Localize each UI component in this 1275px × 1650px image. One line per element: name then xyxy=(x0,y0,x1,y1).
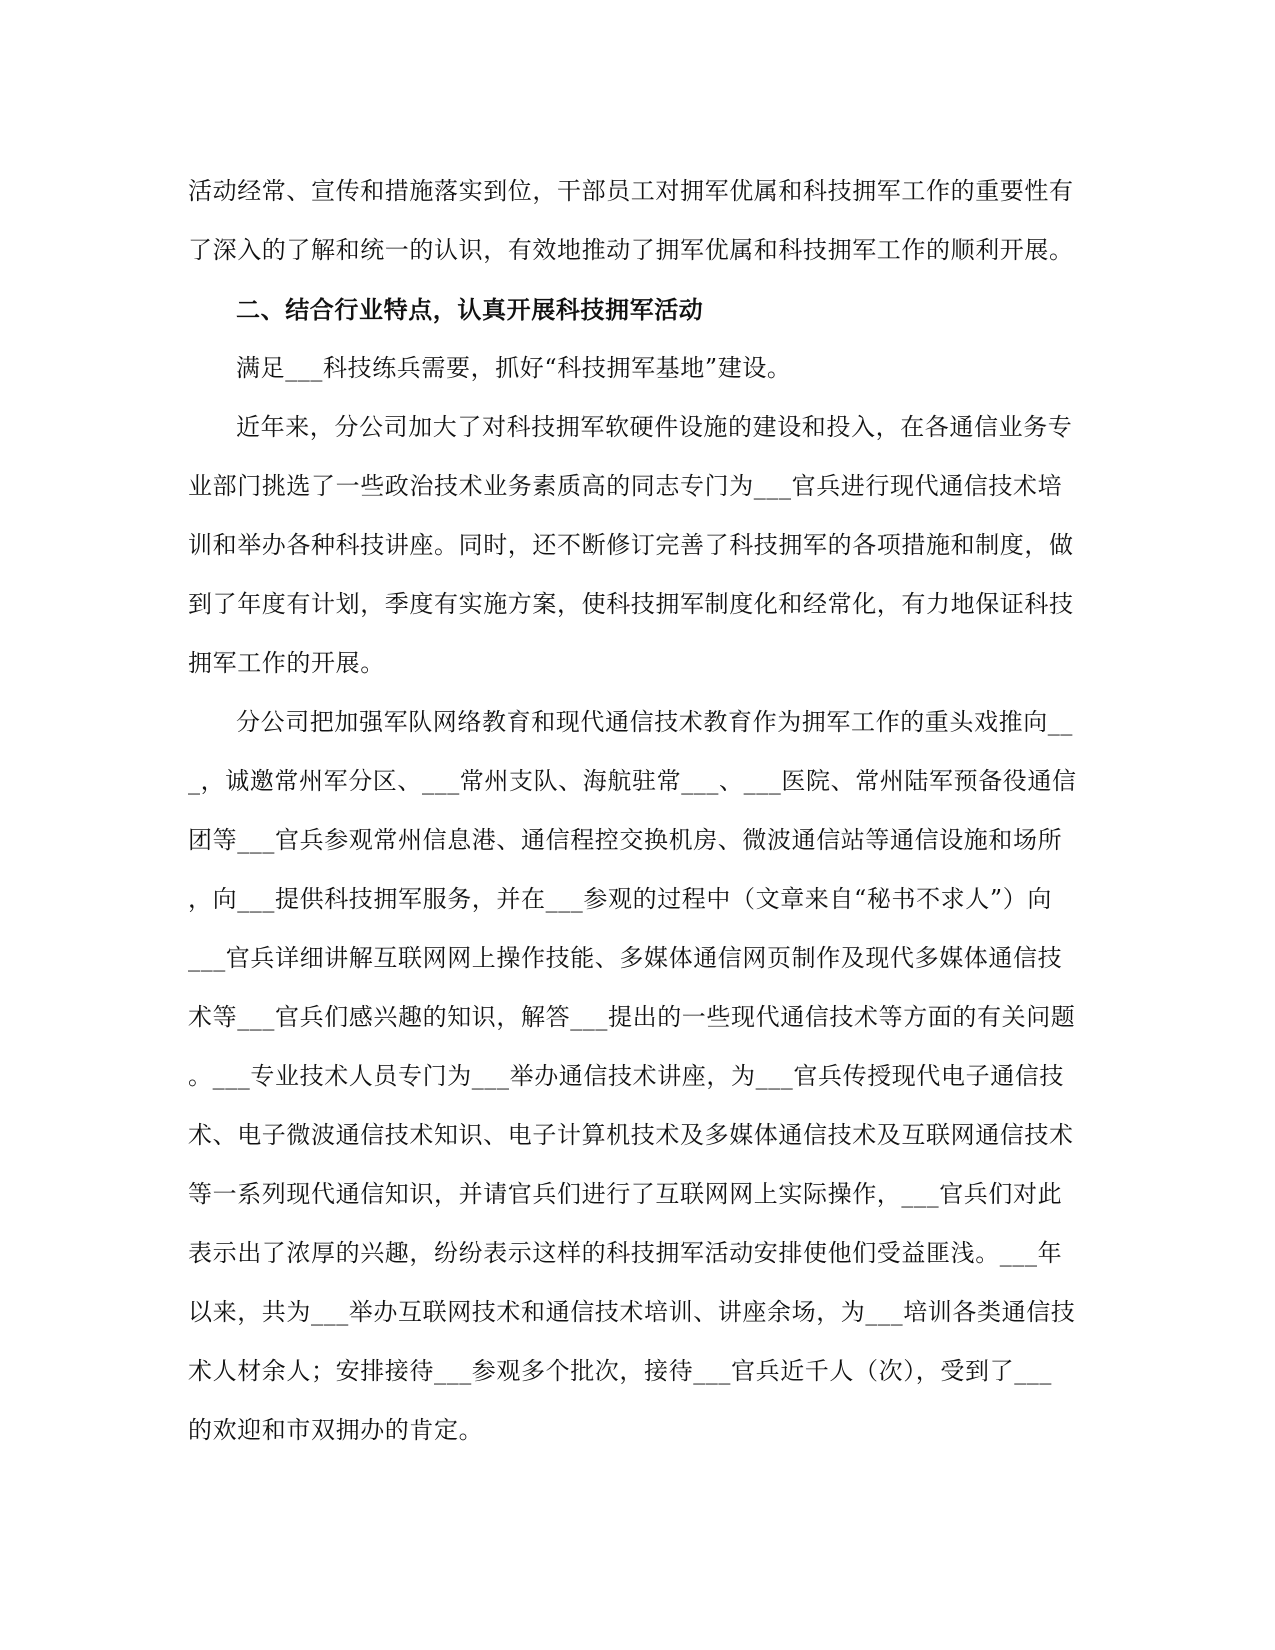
text-line: ___官兵详细讲解互联网网上操作技能、多媒体通信网页制作及现代多媒体通信技 xyxy=(188,944,1063,972)
text-line: 团等___官兵参观常州信息港、通信程控交换机房、微波通信站等通信设施和场所 xyxy=(188,826,1063,854)
text-line: 术人材余人；安排接待___参观多个批次，接待___官兵近千人（次），受到了___ xyxy=(188,1357,1052,1385)
text-line: ，向___提供科技拥军服务，并在___参观的过程中（文章来自“秘书不求人”）向 xyxy=(188,885,1052,913)
text-line: 以来，共为___举办互联网技术和通信技术培训、讲座余场，为___培训各类通信技 xyxy=(188,1298,1076,1326)
text-line: 。___专业技术人员专门为___举办通信技术讲座，为___官兵传授现代电子通信技 xyxy=(188,1062,1064,1090)
text-line: 业部门挑选了一些政治技术业务素质高的同志专门为___官兵进行现代通信技术培 xyxy=(188,472,1063,500)
text-line: _，诚邀常州军分区、___常州支队、海航驻常___、___医院、常州陆军预备役通信 xyxy=(188,767,1077,795)
text-line: 训和举办各种科技讲座。同时，还不断修订完善了科技拥军的各项措施和制度，做 xyxy=(188,531,1074,559)
text-line: 到了年度有计划，季度有实施方案，使科技拥军制度化和经常化，有力地保证科技 xyxy=(188,590,1074,618)
text-line: 术、电子微波通信技术知识、电子计算机技术及多媒体通信技术及互联网通信技术 xyxy=(188,1121,1074,1149)
text-line: 分公司把加强军队网络教育和现代通信技术教育作为拥军工作的重头戏推向__ xyxy=(236,708,1073,736)
text-line: 的欢迎和市双拥办的肯定。 xyxy=(188,1416,484,1444)
text-line: 术等___官兵们感兴趣的知识，解答___提出的一些现代通信技术等方面的有关问题 xyxy=(188,1003,1076,1031)
document-body xyxy=(188,162,1085,1460)
text-line: 拥军工作的开展。 xyxy=(188,649,385,677)
text-line: 了深入的了解和统一的认识，有效地推动了拥军优属和科技拥军工作的顺利开展。 xyxy=(188,236,1074,264)
text-line: 满足___科技练兵需要，抓好“科技拥军基地”建设。 xyxy=(236,354,792,382)
text-line: 活动经常、宣传和措施落实到位，干部员工对拥军优属和科技拥军工作的重要性有 xyxy=(188,177,1074,205)
text-line: 等一系列现代通信知识，并请官兵们进行了互联网网上实际操作，___官兵们对此 xyxy=(188,1180,1063,1208)
text-line: 表示出了浓厚的兴趣，纷纷表示这样的科技拥军活动安排使他们受益匪浅。___年 xyxy=(188,1239,1063,1267)
section-heading: 二、结合行业特点，认真开展科技拥军活动 xyxy=(236,295,704,324)
text-line: 近年来，分公司加大了对科技拥军软硬件设施的建设和投入，在各通信业务专 xyxy=(236,413,1073,441)
